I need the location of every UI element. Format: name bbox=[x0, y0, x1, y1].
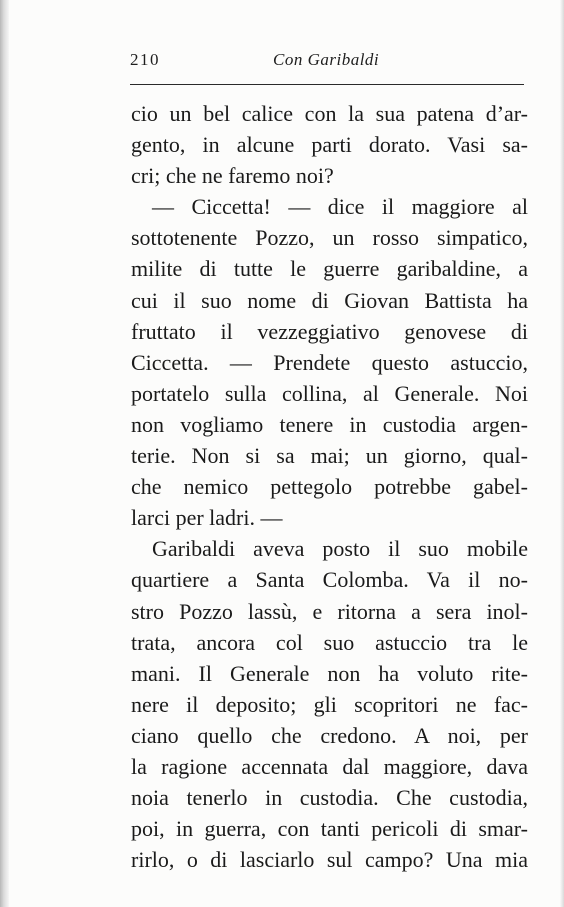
text-line: fruttato il vezzeggiativo genovese di bbox=[131, 318, 528, 344]
page-number: 210 bbox=[130, 50, 160, 69]
text-line: la ragione accennata dal maggiore, dava bbox=[131, 753, 528, 779]
page-header bbox=[130, 48, 522, 74]
text-line: larci per ladri. — bbox=[131, 505, 283, 531]
text-line: terie. Non si sa mai; un giorno, qual- bbox=[131, 443, 528, 469]
text-line: portatelo sulla collina, al Generale. Noi bbox=[131, 380, 528, 406]
text-line: quartiere a Santa Colomba. Va il no- bbox=[131, 567, 528, 593]
text-line: noia tenerlo in custodia. Che custodia, bbox=[131, 785, 528, 811]
page-left-edge-shadow bbox=[0, 0, 9, 907]
text-line: Ciccetta. — Prendete questo astuccio, bbox=[131, 349, 528, 375]
text-line: non vogliamo tenere in custodia argen- bbox=[131, 411, 528, 437]
text-line: rirlo, o di lasciarlo sul campo? Una mia bbox=[131, 847, 528, 873]
text-line: cio un bel calice con la sua patena d’ar- bbox=[131, 101, 528, 126]
text-line: stro Pozzo lassù, e ritorna a sera inol- bbox=[131, 598, 528, 624]
text-line: che nemico pettegolo potrebbe gabel- bbox=[131, 474, 528, 500]
text-line: sottotenente Pozzo, un rosso simpatico, bbox=[131, 225, 528, 251]
text-line: nere il deposito; gli scopritori ne fac- bbox=[131, 691, 528, 717]
text-line: gento, in alcune parti dorato. Vasi sa- bbox=[131, 132, 528, 158]
body-text bbox=[131, 98, 528, 875]
text-line: mani. Il Generale non ha voluto rite- bbox=[131, 660, 528, 686]
text-line: — Ciccetta! — dice il maggiore al bbox=[152, 194, 528, 220]
text-line: trata, ancora col suo astuccio tra le bbox=[131, 629, 528, 655]
running-title: Con Garibaldi bbox=[273, 50, 380, 69]
text-line: poi, in guerra, con tanti pericoli di smar- bbox=[131, 816, 528, 842]
header-rule bbox=[130, 84, 524, 85]
text-line: milite di tutte le guerre garibaldine, a bbox=[131, 256, 528, 282]
text-line: cri; che ne faremo noi? bbox=[131, 163, 334, 189]
text-line: Garibaldi aveva posto il suo mobile bbox=[152, 536, 528, 562]
page-right-edge-shadow bbox=[560, 0, 564, 907]
text-line: ciano quello che credono. A noi, per bbox=[131, 722, 528, 748]
text-line: cui il suo nome di Giovan Battista ha bbox=[131, 287, 528, 313]
